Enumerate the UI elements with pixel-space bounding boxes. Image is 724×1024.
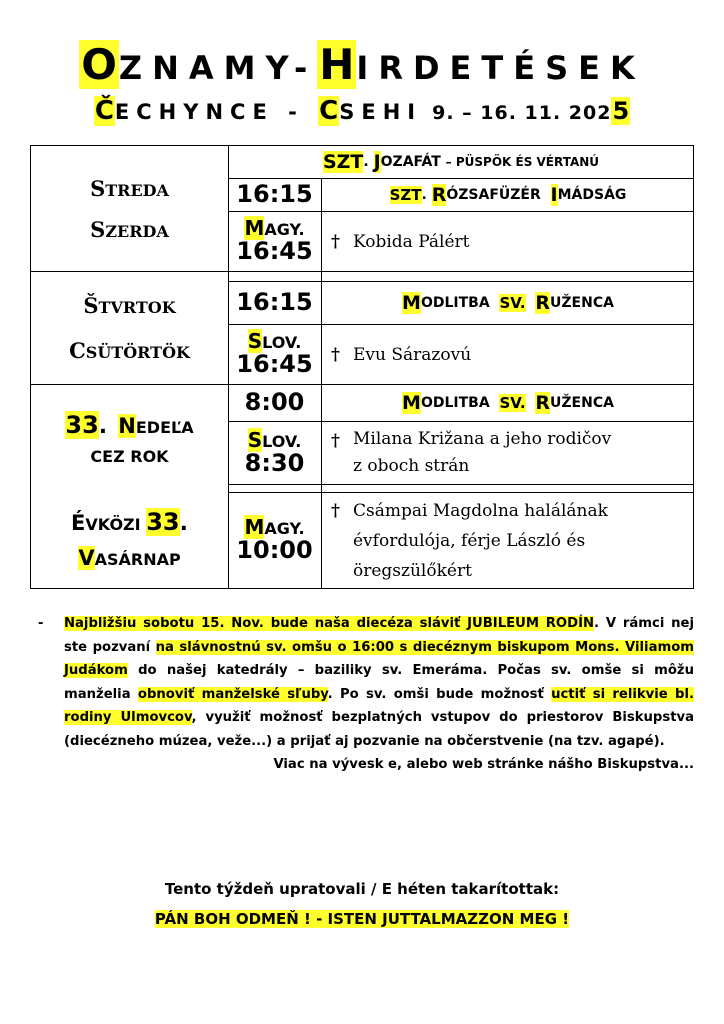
rosary-word2: UŽENCA (550, 295, 614, 311)
title-hirdetesek: IRDETÉSEK (356, 49, 645, 87)
rosary-initial-r: R (431, 184, 447, 206)
mass-time: 10:00 (236, 536, 313, 565)
title-initial-o: O (81, 40, 117, 89)
mass-intention (353, 496, 608, 586)
sunday-number: 33 (146, 507, 180, 536)
dagger-icon: † (331, 231, 340, 252)
mass-intention-cell (331, 212, 691, 271)
rosary-initial-m: M (402, 392, 421, 414)
rosary-initial-m: M (402, 292, 421, 314)
time-cell (228, 493, 321, 588)
rosary-word1: ÓZSAFÜZÉR (446, 187, 541, 203)
page-title (0, 40, 724, 89)
day-rest: TREDA (105, 180, 169, 200)
subtitle-dash: - (288, 100, 304, 124)
mass-time: 8:30 (244, 448, 305, 477)
mass-language (247, 427, 302, 452)
day-thursday-sk (83, 293, 175, 318)
rosary-time: 16:15 (236, 180, 313, 209)
rosary-initial-r: R (535, 292, 551, 314)
sunday-dot: . (179, 510, 188, 536)
time-cell (228, 179, 321, 211)
cleaning-note (0, 880, 724, 898)
title-initial-h: H (319, 40, 355, 89)
time-cell (228, 282, 321, 324)
lang-initial: S (247, 329, 263, 354)
row-line (228, 484, 694, 485)
dagger-icon: † (331, 431, 340, 451)
rosary-szt: SZT (389, 186, 422, 204)
rosary-time: 8:00 (244, 388, 305, 417)
mass-intention-cell (331, 426, 691, 484)
date-last-digit: 5 (612, 97, 630, 125)
rosary-word1: ODLITBA (420, 395, 490, 411)
day-rest: VKÖZI (85, 514, 141, 534)
feast-szt: SZT (322, 151, 364, 173)
rosary-initial-r: R (535, 392, 551, 414)
day-wednesday (31, 146, 228, 271)
notice-text: . V rámci nej ste pozvaní (64, 616, 694, 655)
title-dash: - (293, 49, 318, 87)
mass-intention-line: évfordulója, férje László és (353, 531, 586, 551)
day-wednesday-sk (90, 176, 169, 201)
mass-intention (353, 426, 611, 480)
day-thursday-hu (69, 338, 190, 363)
subtitle-initial-c2: C (319, 96, 339, 126)
mass-time: 16:45 (236, 350, 313, 379)
rosary-event (322, 282, 694, 324)
lang-rest: AGY. (264, 220, 305, 240)
blessing (0, 910, 724, 928)
bullet-dash: - (38, 616, 44, 631)
day-rest: ASÁRNAP (94, 549, 181, 569)
lang-rest: LOV. (262, 431, 302, 451)
day-initial: V (78, 545, 95, 570)
rosary-word1: ODLITBA (420, 295, 490, 311)
mass-language (244, 517, 304, 538)
subtitle-sehi: SEHI (339, 100, 423, 124)
notice-highlight: uctiť si relikvie bl. rodiny Ulmovcov (64, 686, 694, 725)
day-initial: S (90, 175, 106, 201)
mass-intention-line: Csámpai Magdolna halálának (353, 501, 608, 521)
day-initial: É (71, 510, 86, 535)
day-initial: S (90, 216, 106, 242)
notice-highlight: obnoviť manželské sľuby (137, 686, 328, 702)
rosary-event (322, 179, 694, 211)
feast-tail: – PÜSPÖK ÉS VÉRTANÚ (445, 155, 600, 169)
day-rest: TVRTOK (98, 298, 176, 317)
day-thursday (31, 272, 228, 384)
mass-intention-cell (331, 325, 691, 384)
mass-intention: Kobida Pálért (353, 231, 470, 252)
rosary-event (322, 385, 694, 421)
day-sunday-sk (31, 398, 228, 478)
lang-initial: M (244, 515, 265, 540)
day-sunday-hu (31, 496, 228, 581)
notice-text: do našej katedrály – baziliky sv. Emeráma. Počas sv. omše si môžu manželia (64, 663, 694, 702)
time-cell (228, 212, 321, 271)
lang-rest: LOV. (262, 333, 302, 353)
blessing-text: PÁN BOH ODMEŇ ! - ISTEN JUTTALMAZZON MEG ! (154, 910, 570, 928)
dagger-icon: † (331, 344, 340, 365)
time-cell (228, 385, 321, 421)
notice-highlight: na slávnostnú sv. omšu o 16:00 s diecéznym biskupom Mons. Viliamom Judákom (64, 639, 695, 678)
dagger-icon: † (331, 501, 340, 521)
page-subtitle (0, 96, 724, 126)
feast-initial-j: J (373, 151, 381, 173)
rosary-dot: . (421, 187, 427, 203)
notice-text: , využiť možnosť bezplatných vstupov do priestorov Biskupstva (diecézneho múzea, veže...) a prijať aj pozvanie na občerstvenie (na tzv. agapé). (64, 710, 695, 749)
day-initial: N (118, 413, 136, 438)
day-wednesday-hu (90, 217, 169, 242)
time-cell (228, 422, 321, 484)
announcement (38, 612, 694, 777)
day-rest: SÜTÖRTÖK (85, 343, 190, 362)
subtitle-echynce: ECHYNCE (114, 100, 274, 124)
lang-initial: M (244, 216, 265, 241)
mass-intention-line: Milana Križana a jeho rodičov (353, 429, 612, 449)
mass-language (248, 331, 302, 352)
notice-highlight: Najbližšiu sobotu 15. Nov. bude naša diecéza sláviť JUBILEUM RODÍN (64, 616, 595, 631)
rosary-initial-i: I (550, 184, 558, 206)
sunday-dot: . (98, 413, 108, 439)
feast-name: OZAFÁT (380, 154, 441, 170)
sunday-sk-line2: CEZ ROK (90, 446, 169, 466)
rosary-word2: MÁDSÁG (557, 187, 627, 203)
sunday-hu-line2 (78, 546, 180, 570)
mass-intention-line: öregszülőkért (353, 561, 472, 581)
sunday-sk-line1 (65, 411, 193, 439)
mass-language (244, 218, 304, 239)
sunday-hu-line1 (71, 508, 188, 536)
day-rest: ZERDA (105, 221, 169, 241)
mass-intention: Evu Sárazovú (353, 344, 472, 365)
date-range (432, 97, 630, 125)
rosary-word2: UŽENCA (550, 395, 614, 411)
day-rest: EDEĽA (135, 417, 194, 437)
rosary-sv: SV. (499, 294, 526, 312)
lang-initial: S (247, 427, 263, 452)
subtitle-initial-c1: Č (94, 96, 114, 126)
cleaning-text: Tento týždeň upratovali / E héten takarítottak: (164, 880, 560, 898)
schedule-table (30, 145, 694, 589)
announcement-body (64, 612, 694, 777)
rosary-sv: SV. (499, 394, 526, 412)
feast-dot: . (363, 154, 369, 170)
date-prefix: 9. – 16. 11. 202 (432, 102, 612, 124)
title-oznamy: ZNAMY (118, 49, 294, 87)
feast-saint-josaphat (228, 146, 694, 178)
time-cell (228, 325, 321, 384)
sunday-number: 33 (65, 410, 99, 439)
lang-rest: AGY. (264, 519, 305, 539)
day-initial: Š (83, 293, 99, 318)
more-info: Viac na vývesk e, alebo web stránke nášho Biskupstva... (273, 757, 694, 772)
rosary-time: 16:15 (236, 288, 313, 317)
mass-time: 16:45 (236, 237, 313, 266)
notice-text: . Po sv. omši bude možnosť (327, 686, 552, 702)
mass-intention-line: z oboch strán (353, 456, 470, 476)
mass-intention-cell (331, 496, 691, 586)
day-initial: C (69, 338, 86, 363)
